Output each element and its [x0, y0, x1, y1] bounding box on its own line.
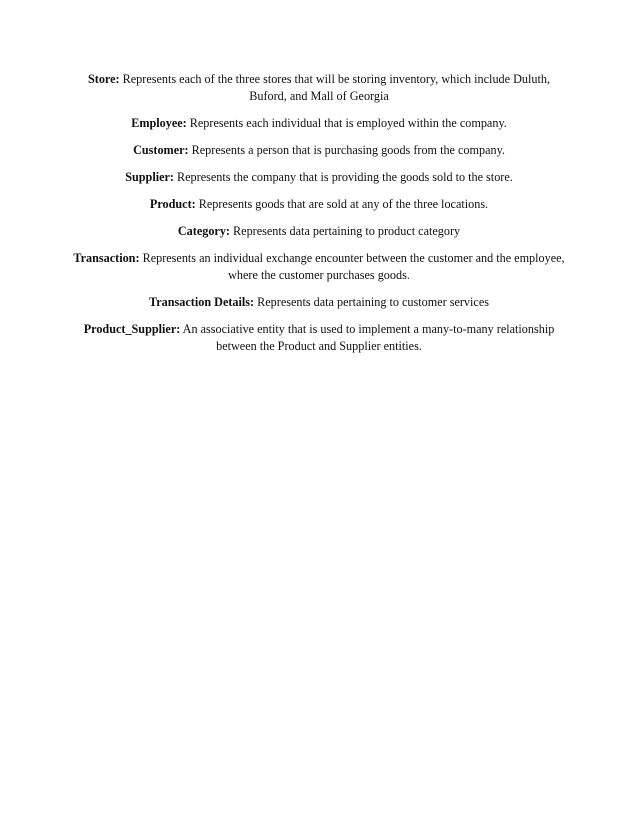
entry-definition: Represents data pertaining to product category — [233, 224, 461, 238]
entry-term: Employee: — [131, 116, 187, 130]
entry-transaction-details — [70, 294, 568, 311]
entry-definition: Represents a person that is purchasing goods from the company. — [191, 143, 505, 157]
entry-store — [70, 71, 568, 105]
entry-term: Transaction: — [73, 251, 140, 265]
entry-term: Category: — [177, 224, 230, 238]
entry-term: Product_Supplier: — [83, 322, 181, 336]
entry-product-supplier — [70, 321, 568, 355]
entry-product — [70, 196, 568, 213]
entry-employee — [70, 115, 568, 132]
entry-definition: Represents each of the three stores that will be storing inventory, which include Duluth, Buford, and Mall of Georgia — [122, 72, 550, 103]
entry-term: Transaction Details: — [149, 295, 255, 309]
entry-term: Supplier: — [125, 170, 174, 184]
entry-definition: An associative entity that is used to implement a many-to-many relationship between the Product and Supplier entities. — [182, 322, 555, 353]
entry-definition: Represents goods that are sold at any of the three locations. — [198, 197, 489, 211]
entry-transaction — [70, 250, 568, 284]
entry-term: Store: — [88, 72, 120, 86]
entry-definition: Represents an individual exchange encounter between the customer and the employee, where the customer purchases goods. — [142, 251, 565, 282]
entry-definition: Represents each individual that is employed within the company. — [189, 116, 507, 130]
entity-definitions — [70, 71, 568, 365]
entry-supplier — [70, 169, 568, 186]
entry-term: Product: — [149, 197, 196, 211]
entry-customer — [70, 142, 568, 159]
entry-term: Customer: — [133, 143, 189, 157]
entry-definition: Represents data pertaining to customer services — [257, 295, 489, 309]
entry-category — [70, 223, 568, 240]
entry-definition: Represents the company that is providing the goods sold to the store. — [177, 170, 513, 184]
